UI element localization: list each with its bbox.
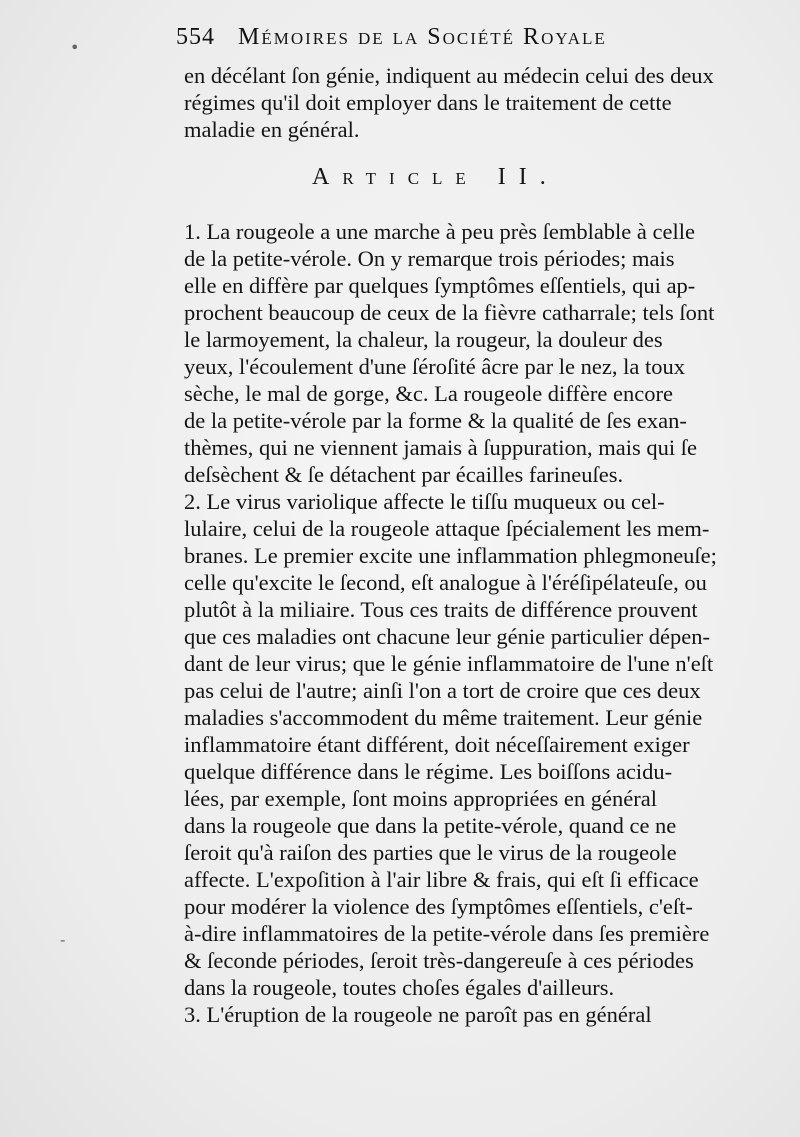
running-title: Mémoires de la Société Royale bbox=[238, 24, 607, 50]
text-line: 1. La rougeole a une marche à peu près ſemblable à celle bbox=[184, 219, 695, 244]
text-line: prochent beaucoup de ceux de la fièvre catharrale; tels ſont bbox=[184, 300, 715, 325]
text-line: que ces maladies ont chacune leur génie particulier dépen- bbox=[184, 624, 711, 649]
text-line: pas celui de l'autre; ainſi l'on a tort de croire que ces deux bbox=[184, 678, 701, 703]
text-line: pour modérer la violence des ſymptômes eſſentiels, c'eſt- bbox=[184, 894, 693, 919]
text-line: lées, par exemple, ſont moins appropriées en général bbox=[184, 786, 657, 811]
text-line: & ſeconde périodes, ſeroit très-dangereuſe à ces périodes bbox=[184, 948, 694, 973]
text-line: maladies s'accommodent du même traitement. Leur génie bbox=[184, 705, 703, 730]
text-line: branes. Le premier excite une inflammation phlegmoneuſe; bbox=[184, 543, 717, 568]
text-line: le larmoyement, la chaleur, la rougeur, la douleur des bbox=[184, 327, 663, 352]
text-line: dant de leur virus; que le génie inflammatoire de l'une n'eſt bbox=[184, 651, 714, 676]
text-line: elle en diffère par quelques ſymptômes eſſentiels, qui ap- bbox=[184, 273, 696, 298]
text-line: dans la rougeole que dans la petite-vérole, quand ce ne bbox=[184, 813, 677, 838]
margin-mark: ‑ bbox=[60, 930, 66, 949]
text-line: lulaire, celui de la rougeole attaque ſpécialement les mem- bbox=[184, 516, 710, 541]
text-line: yeux, l'écoulement d'une ſéroſité âcre par le nez, la toux bbox=[184, 354, 686, 379]
article-heading: Article II. bbox=[312, 164, 559, 190]
text-line: 3. L'éruption de la rougeole ne paroît pas en général bbox=[184, 1002, 652, 1027]
text-line: plutôt à la miliaire. Tous ces traits de différence prouvent bbox=[184, 597, 698, 622]
margin-mark: • bbox=[70, 38, 80, 57]
text-line: 2. Le virus variolique affecte le tiſſu muqueux ou cel- bbox=[184, 489, 665, 514]
text-line: inflammatoire étant différent, doit néceſſairement exiger bbox=[184, 732, 690, 757]
text-line: deſsèchent & ſe détachent par écailles farineuſes. bbox=[184, 462, 624, 487]
text-line: quelque différence dans le régime. Les boiſſons acidu- bbox=[184, 759, 673, 784]
text-line: celle qu'excite le ſecond, eſt analogue à l'éréſipélateuſe, ou bbox=[184, 570, 707, 595]
page-number: 554 bbox=[176, 24, 215, 50]
text-line: affecte. L'expoſition à l'air libre & frais, qui eſt ſi efficace bbox=[184, 867, 699, 892]
text-line: régimes qu'il doit employer dans le traitement de cette bbox=[184, 90, 672, 115]
text-line: thèmes, qui ne viennent jamais à ſuppuration, mais qui ſe bbox=[184, 435, 698, 460]
text-line: de la petite-vérole par la forme & la qualité de ſes exan- bbox=[184, 408, 687, 433]
text-line: dans la rougeole, toutes choſes égales d'ailleurs. bbox=[184, 975, 615, 1000]
text-line: ſeroit qu'à raiſon des parties que le virus de la rougeole bbox=[184, 840, 677, 865]
text-line: maladie en général. bbox=[184, 117, 360, 142]
text-line: à-dire inflammatoires de la petite-vérole dans ſes première bbox=[184, 921, 710, 946]
text-line: de la petite-vérole. On y remarque trois périodes; mais bbox=[184, 246, 675, 271]
running-header bbox=[176, 24, 736, 51]
text-line: sèche, le mal de gorge, &c. La rougeole diffère encore bbox=[184, 381, 673, 406]
text-line: en décélant ſon génie, indiquent au médecin celui des deux bbox=[184, 63, 714, 88]
